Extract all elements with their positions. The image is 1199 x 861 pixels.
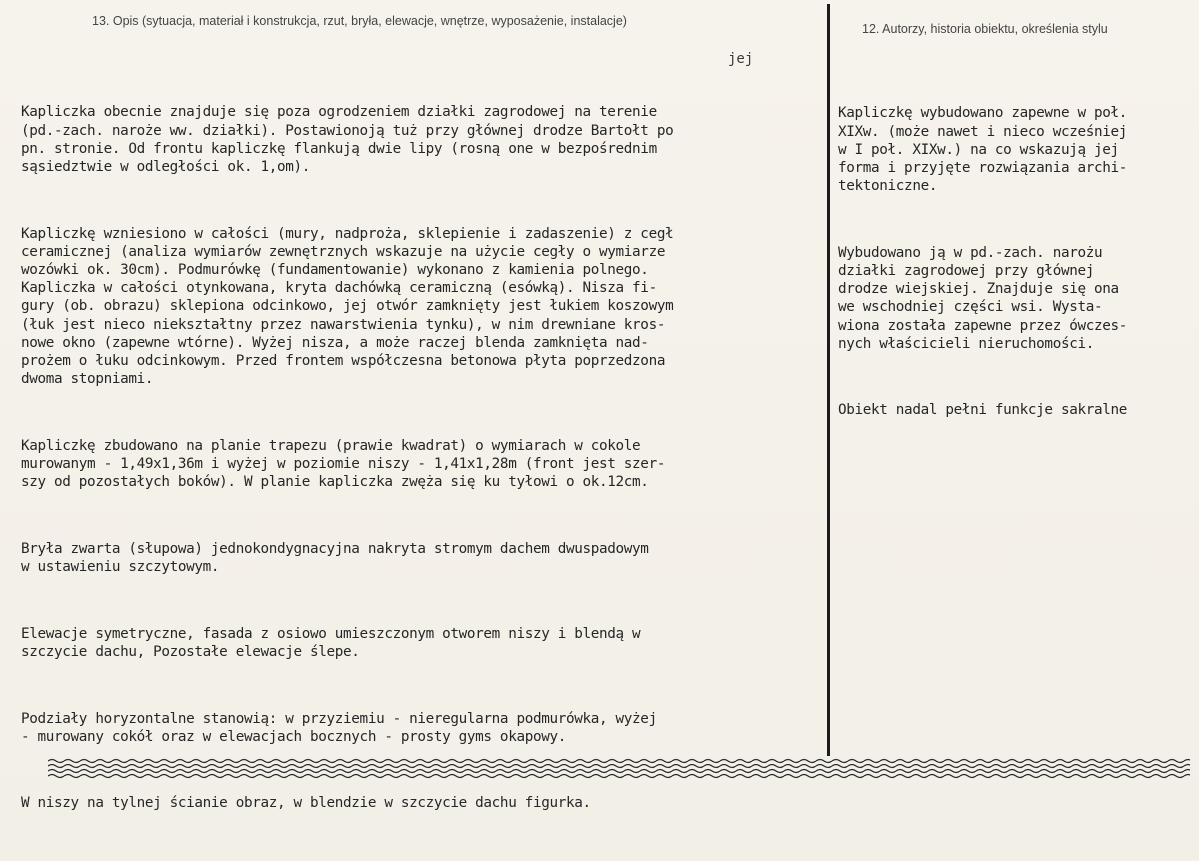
paragraph-location: Kapliczka obecnie znajduje się poza ogrodzeniem działki zagrodowej na terenie (pd.-zach. naroże ww. działki). Postawionoją tuż przy głównej drodze Bartołt po pn. stronie. Od frontu kapliczkę flankują dwie lipy (rosną one w bezpośrednim sąsiedztwie w odległości ok. 1,om). [21,104,674,176]
section-13-header: 13. Opis (sytuacja, materiał i konstrukcja, rzut, bryła, elewacje, wnętrze, wyposażenie, instalacje) [92,14,627,28]
paragraph-furnishing: W niszy na tylnej ścianie obraz, w blendzie w szczycie dachu figurka. [21,795,591,812]
handwritten-annotation: jej [728,51,754,67]
paragraph-massing: Bryła zwarta (słupowa) jednokondygnacyjna nakryta stromym dachem dwuspadowym w ustawieniu szczytowym. [21,540,649,576]
column-divider [827,4,830,756]
section-12-header: 12. Autorzy, historia obiektu, określenia stylu [862,22,1108,36]
paragraph-elevations: Elewacje symetryczne, fasada z osiowo umieszczonym otworem niszy i blendą w szczycie dachu, Pozostałe elewacje ślepe. [21,625,641,660]
history-column [838,68,1196,468]
paragraph-dating: Kapliczkę wybudowano zapewne w poł. XIXw. (może nawet i nieco wcześniej w I poł. XIXw.) na co wskazują jej forma i przyjęte rozwiązania archi- tektoniczne. [838,105,1128,195]
paragraph-divisions: Podziały horyzontalne stanowią: w przyziemiu - nieregularna podmurówka, wyżej - murowany cokół oraz w elewacjach bocznych - prosty gyms okapowy. [21,710,657,745]
description-column [21,67,821,861]
paragraph-materials: Kapliczkę wzniesiono w całości (mury, nadproża, sklepienie i zadaszenie) z cegł ceramicznej (analiza wymiarów zewnętrznych wskazuje na użycie cegły o wymiarze wozówki ok. 30cm). Podmurówkę (fundamentowanie) wykonano z kamienia polnego. Kapliczka w całości otynkowana, kryta dachówką ceramiczną (esówką). Nisza fi- gury (ob. obrazu) sklepiona odcinkowo, jej otwór zamknięty jest łukiem koszowym (łuk jest nieco niekształtny przez nawarstwienia tynku), w nim drewniane kros- nowe okno (zapewne wtórne). Wyżej nisza, a może raczej blenda zamknięta nad- prożem o łuku odcinkowym. Przed frontem współczesna betonowa płyta poprzedzona dwoma stopniami. [21,225,674,388]
bottom-wavy-border [48,758,1190,780]
paragraph-siting: Wybudowano ją w pd.-zach. narożu działki zagrodowej przy głównej drodze wiejskiej. Znajduje się ona we wschodniej części wsi. Wysta- wiona została zapewne przez ówczes- nych właścicieli nieruchomości. [838,244,1128,352]
paragraph-function: Obiekt nadal pełni funkcje sakralne [838,402,1128,419]
paragraph-plan: Kapliczkę zbudowano na planie trapezu (prawie kwadrat) o wymiarach w cokole murowanym - 1,49x1,36m i wyżej w poziomie niszy - 1,41x1,28m (front jest szer- szy od pozostałych boków). W planie kapliczka zwęża się ku tyłowi o ok.12cm. [21,437,666,491]
